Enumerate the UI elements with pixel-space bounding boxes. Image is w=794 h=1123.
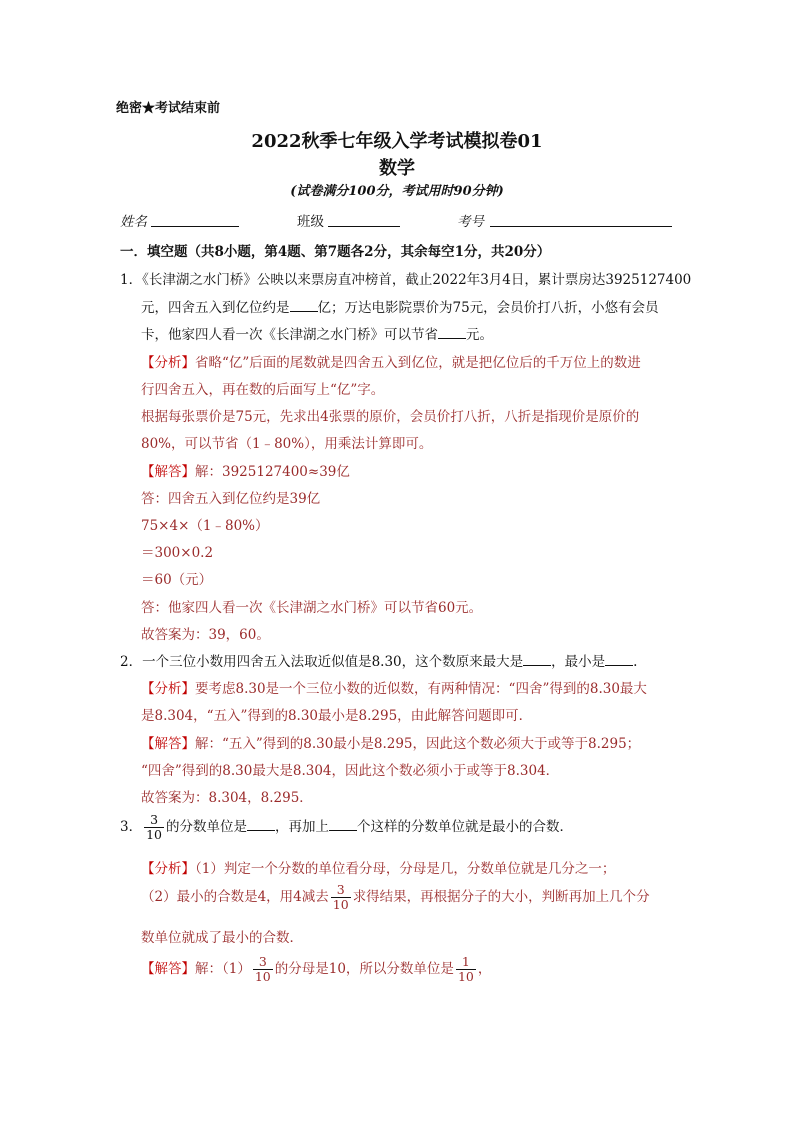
- q3-analysis-text: （1）判定一个分数的单位看分母，分母是几，分数单位就是几分之一；: [195, 861, 616, 877]
- answer-tag: 【解答】: [141, 464, 195, 480]
- q2-text: ，最小是: [551, 654, 606, 670]
- fraction-numerator: 3: [144, 813, 164, 828]
- q3-text: 的分数单位是: [166, 819, 247, 835]
- q2-answer-text: 解：“五入”得到的8.30最小是8.295，因此这个数必须大于或等于8.295；: [195, 736, 641, 752]
- q3-answer-fraction: [253, 955, 273, 984]
- q1-line1: 1．《长津湖之水门桥》公映以来票房直冲榜首，截止2022年3月4日，累计票房达3925127400: [120, 272, 692, 288]
- q1-text: 卡，他家四人看一次《长津湖之水门桥》可以节省: [141, 327, 438, 343]
- q1-text: 亿；万达电影院票价为75元，会员价打八折，小悠有会员: [317, 300, 659, 316]
- q1-analysis-line1: [141, 351, 641, 371]
- q1-blank-2[interactable]: [438, 326, 466, 339]
- q1-text: 元，四舍五入到亿位约是: [141, 300, 290, 316]
- q1-analysis-line4: 80%，可以节省（1﹣80%），用乘法计算即可。: [141, 436, 433, 452]
- q3-text: ，再加上: [275, 819, 329, 835]
- fraction-numerator: 3: [253, 955, 273, 970]
- fraction-numerator: 1: [456, 955, 476, 970]
- q1-analysis-line2: 行四舍五入，再在数的后面写上“亿”字。: [141, 382, 385, 398]
- q3-blank-2[interactable]: [329, 818, 357, 831]
- class-label: 班级: [297, 214, 324, 230]
- q3-analysis-line2: [141, 880, 650, 914]
- q2-blank-1[interactable]: [523, 653, 551, 666]
- exam-title: 2022秋季七年级入学考试模拟卷01: [251, 131, 543, 152]
- q3-line1: [120, 810, 573, 844]
- analysis-tag: 【分析】: [141, 355, 195, 371]
- q3-answer-text: 的分母是10，所以分数单位是: [274, 961, 454, 977]
- q2-line1: [120, 650, 637, 670]
- fraction-numerator: 3: [331, 883, 351, 898]
- q1-analysis-line3: 根据每张票价是75元，先求出4张票的原价，会员价打八折，八折是指现价是原价的: [141, 409, 640, 425]
- q3-answer-text: ，: [477, 961, 492, 977]
- q1-answer-line6: 答：他家四人看一次《长津湖之水门桥》可以节省60元。: [141, 600, 483, 616]
- q1-final-answer: 故答案为：39，60。: [141, 627, 270, 643]
- q3-analysis-line3: 数单位就成了最小的合数．: [141, 930, 303, 946]
- exam-note: (试卷满分100分，考试用时90分钟): [290, 184, 504, 199]
- q1-answer-line2: 答：四舍五入到亿位约是39亿: [141, 491, 321, 507]
- q3-number: 3．: [120, 819, 143, 835]
- q1-answer-line5: ＝60（元）: [141, 572, 213, 588]
- class-field[interactable]: [328, 226, 400, 227]
- fraction-denominator: 10: [254, 969, 271, 984]
- q3-fraction: [144, 813, 164, 842]
- answer-tag: 【解答】: [141, 736, 195, 752]
- q3-analysis-line1: [141, 857, 615, 877]
- subject-title: 数学: [379, 158, 415, 179]
- q3-analysis-text: 求得结果，再根据分子的大小，判断再加上几个分: [352, 889, 650, 905]
- q1-answer-line4: ＝300×0.2: [141, 545, 214, 561]
- id-field[interactable]: [490, 226, 672, 227]
- q3-answer-text: 解：（1）: [195, 961, 251, 977]
- q3-text: 个这样的分数单位就是最小的合数．: [357, 819, 573, 835]
- q2-analysis-text: 要考虑8.30是一个三位小数的近似数，有两种情况：“四舍”得到的8.30最大: [195, 681, 647, 697]
- q2-answer-line2: “四舍”得到的8.30最大是8.304，因此这个数必须小于或等于8.304．: [141, 763, 560, 779]
- q2-analysis-line1: [141, 677, 647, 697]
- q1-answer-text: 解：3925127400≈39亿: [195, 464, 350, 480]
- q1-line3: [141, 323, 493, 343]
- q1-line2: [141, 296, 659, 316]
- id-label: 考号: [457, 214, 484, 230]
- answer-tag: 【解答】: [141, 961, 195, 977]
- analysis-tag: 【分析】: [141, 681, 195, 697]
- section-heading: 一．填空题（共8小题，第4题、第7题各2分，其余每空1分，共20分）: [120, 244, 551, 260]
- q1-answer-line1: [141, 460, 350, 480]
- q3-answer-line1: [141, 952, 491, 986]
- q2-final-answer: 故答案为：8.304，8.295．: [141, 790, 313, 806]
- q2-analysis-line2: 是8.304，“五入”得到的8.30最小是8.295，由此解答问题即可．: [141, 708, 533, 724]
- fraction-denominator: 10: [457, 969, 474, 984]
- q2-text: 2．一个三位小数用四舍五入法取近似值是8.30，这个数原来最大是: [120, 654, 524, 670]
- q3-blank-1[interactable]: [247, 818, 275, 831]
- confidential-label: 绝密★考试结束前: [116, 101, 221, 116]
- fraction-denominator: 10: [332, 897, 349, 912]
- q1-text: 元。: [466, 327, 493, 343]
- q3-analysis-fraction: [331, 883, 351, 912]
- q3-unit-fraction: [456, 955, 476, 984]
- name-label: 姓名: [120, 214, 147, 230]
- q1-blank-1[interactable]: [290, 299, 318, 312]
- q2-blank-2[interactable]: [605, 653, 633, 666]
- q3-analysis-text: （2）最小的合数是4，用4减去: [141, 889, 329, 905]
- q2-answer-line1: [141, 732, 640, 752]
- analysis-tag: 【分析】: [141, 861, 195, 877]
- name-field[interactable]: [151, 226, 239, 227]
- q1-answer-line3: 75×4×（1﹣80%）: [141, 518, 269, 534]
- q1-analysis-text: 省略“亿”后面的尾数就是四舍五入到亿位，就是把亿位后的千万位上的数进: [195, 355, 641, 371]
- q2-text: .: [633, 654, 638, 670]
- fraction-denominator: 10: [146, 827, 162, 842]
